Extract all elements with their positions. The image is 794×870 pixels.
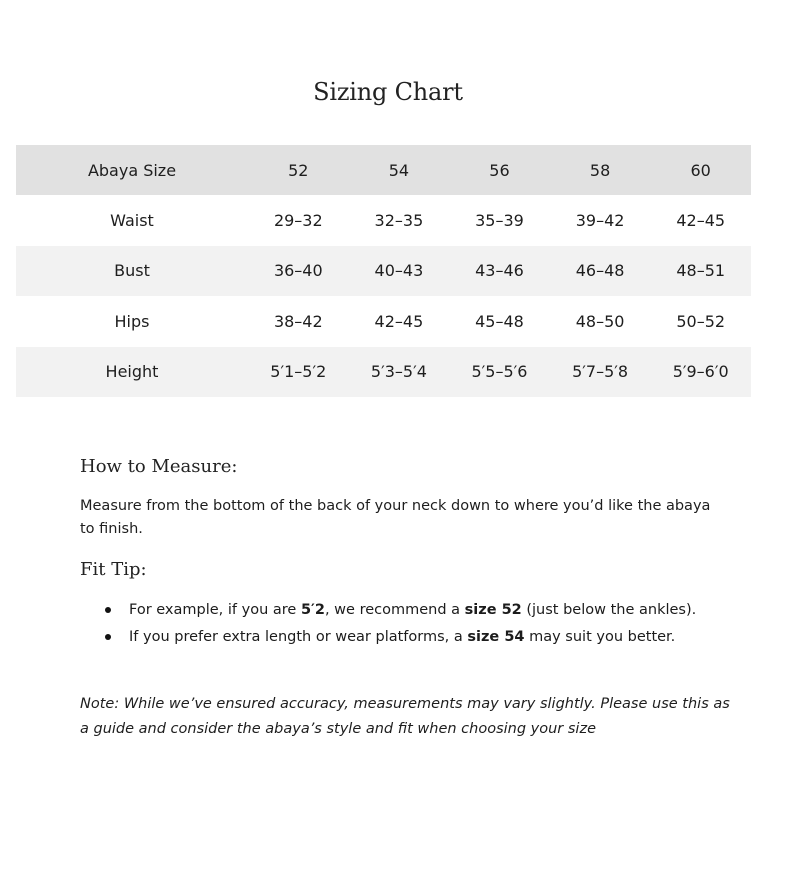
table-cell: 48–50: [575, 311, 625, 331]
tip-text: may suit you better.: [524, 629, 676, 645]
fit-tip-list: [80, 597, 720, 651]
table-row-bust: [16, 246, 751, 296]
table-cell: 35–39: [475, 211, 524, 231]
table-cell: 46–48: [550, 246, 651, 296]
tip-text: (just below the ankles).: [521, 602, 697, 618]
table-row-hips: [16, 296, 751, 346]
row-label: Waist: [110, 211, 154, 231]
table-cell: 42–45: [676, 211, 726, 231]
header-cell: 56: [449, 145, 550, 195]
header-cell: 58: [550, 145, 651, 195]
bullet-icon: [105, 634, 111, 640]
table-cell: 5′7–5′8: [550, 347, 651, 397]
table-header-row: [16, 145, 751, 195]
header-cell: 54: [349, 145, 450, 195]
table-cell: 40–43: [349, 246, 450, 296]
table-row-height: [16, 347, 751, 397]
header-cell: Abaya Size: [16, 145, 248, 195]
tip-text: For example, if you are: [129, 602, 301, 618]
tip-text: , we recommend a: [324, 602, 465, 618]
note-text: Note: While we’ve ensured accuracy, measurements may vary slightly. Please use this as a guide and consider the abaya’s style and fit when choosing your size: [80, 696, 730, 737]
sizing-table: [16, 145, 751, 397]
table-cell: 50–52: [676, 311, 726, 331]
table-row-waist: [16, 195, 751, 245]
table-cell: 5′5–5′6: [449, 347, 550, 397]
bullet-icon: [105, 607, 111, 613]
table-cell: 5′1–5′2: [248, 347, 349, 397]
tip-bold-size: size 54: [467, 629, 525, 645]
table-cell: 42–45: [374, 311, 424, 331]
tip-text: If you prefer extra length or wear platforms, a: [129, 629, 468, 645]
list-item: [80, 624, 720, 650]
table-cell: 5′3–5′4: [349, 347, 450, 397]
page-title: Sizing Chart: [313, 78, 463, 106]
table-cell: 5′9–6′0: [650, 347, 751, 397]
header-cell: 52: [248, 145, 349, 195]
table-cell: 43–46: [449, 246, 550, 296]
table-cell: 38–42: [273, 311, 323, 331]
header-cell: 60: [650, 145, 751, 195]
row-label: Hips: [114, 311, 150, 331]
fit-tip-heading: Fit Tip:: [80, 559, 147, 580]
table-cell: 36–40: [248, 246, 349, 296]
table-cell: 39–42: [575, 211, 625, 231]
table-cell: 32–35: [374, 211, 424, 231]
row-label: Bust: [16, 246, 248, 296]
how-to-measure-text: Measure from the bottom of the back of your neck down to where you’d like the abaya to finish.: [80, 498, 711, 537]
table-cell: 45–48: [475, 311, 524, 331]
how-to-measure-heading: How to Measure:: [80, 456, 238, 477]
table-cell: 29–32: [273, 211, 323, 231]
table-cell: 48–51: [650, 246, 751, 296]
list-item: [80, 597, 720, 623]
row-label: Height: [16, 347, 248, 397]
tip-bold-height: 5′2: [300, 602, 325, 618]
tip-bold-size: size 52: [464, 602, 522, 618]
